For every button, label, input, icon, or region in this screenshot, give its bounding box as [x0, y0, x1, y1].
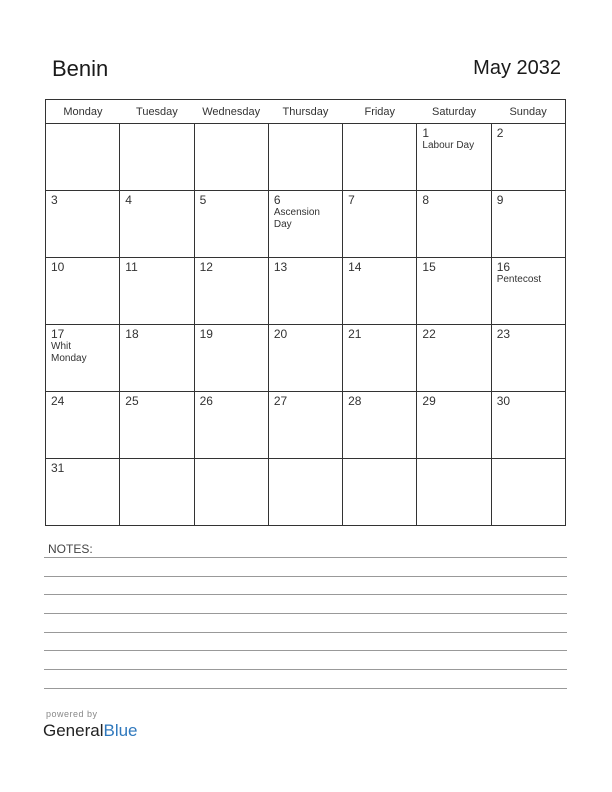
- calendar-day-cell: [120, 325, 194, 392]
- calendar-day-cell: [120, 258, 194, 325]
- day-number: 8: [422, 193, 430, 207]
- calendar-day-cell: [417, 325, 491, 392]
- calendar-day-cell: [46, 325, 120, 392]
- calendar-day-cell: [268, 258, 342, 325]
- calendar-day-cell: [194, 392, 268, 459]
- day-number: 1: [422, 126, 430, 140]
- calendar-day-cell: [120, 124, 194, 191]
- day-number: 14: [348, 260, 362, 274]
- day-number: 20: [273, 327, 288, 341]
- day-number: 25: [125, 394, 139, 408]
- weekday-friday: Friday: [343, 100, 417, 124]
- calendar-day-cell: [268, 459, 342, 526]
- holiday-label: Labour Day: [422, 140, 475, 151]
- calendar-day-cell: [343, 459, 417, 526]
- powered-by-text: powered by: [46, 709, 98, 719]
- day-number: 30: [496, 394, 511, 408]
- weekday-thursday: Thursday: [268, 100, 342, 124]
- notes-line: [44, 688, 567, 689]
- calendar-day-cell: [343, 124, 417, 191]
- calendar-month-title: May 2032: [473, 57, 561, 79]
- generalblue-logo[interactable]: [43, 721, 138, 741]
- weekday-sunday: Sunday: [491, 100, 565, 124]
- calendar-day-cell: [343, 392, 417, 459]
- day-number: 7: [348, 193, 355, 207]
- calendar-day-cell: [46, 392, 120, 459]
- day-number: 3: [51, 193, 58, 207]
- brand-blue: Blue: [103, 721, 138, 740]
- calendar-day-cell: [343, 258, 417, 325]
- weekday-tuesday: Tuesday: [120, 100, 194, 124]
- calendar-week-row: [46, 258, 566, 325]
- calendar-day-cell: [46, 258, 120, 325]
- day-number: 15: [422, 260, 436, 274]
- calendar-week-row: [46, 124, 566, 191]
- calendar-day-cell: [46, 191, 120, 258]
- calendar-day-cell: [417, 459, 491, 526]
- day-number: 24: [51, 394, 65, 408]
- calendar-day-cell: [120, 459, 194, 526]
- day-number: 13: [273, 260, 288, 274]
- calendar-week-row: [46, 392, 566, 459]
- calendar-day-cell: [491, 258, 565, 325]
- notes-line: [44, 613, 567, 614]
- day-number: 10: [51, 260, 65, 274]
- calendar-week-row: [46, 191, 566, 258]
- calendar-day-cell: [343, 191, 417, 258]
- day-number: 4: [125, 193, 132, 207]
- calendar-grid: [45, 99, 566, 526]
- day-number: 5: [199, 193, 207, 207]
- calendar-day-cell: [491, 124, 565, 191]
- day-number: 16: [496, 260, 511, 274]
- weekday-wednesday: Wednesday: [194, 100, 268, 124]
- calendar-day-cell: [343, 325, 417, 392]
- calendar-day-cell: [417, 191, 491, 258]
- day-number: 29: [422, 394, 436, 408]
- notes-line: [44, 632, 567, 633]
- day-number: 12: [199, 260, 213, 274]
- day-number: 2: [496, 126, 504, 140]
- day-number: 18: [125, 327, 139, 341]
- calendar-day-cell: [491, 325, 565, 392]
- day-number: 22: [422, 327, 436, 341]
- calendar-day-cell: [194, 459, 268, 526]
- day-number: 27: [273, 394, 288, 408]
- calendar-day-cell: [268, 191, 342, 258]
- weekday-saturday: Saturday: [417, 100, 491, 124]
- calendar-day-cell: [268, 124, 342, 191]
- notes-line: [44, 576, 567, 577]
- notes-line: [44, 669, 567, 670]
- brand-general: General: [43, 721, 104, 740]
- day-number: 11: [125, 260, 138, 274]
- holiday-label: Whit Monday: [51, 341, 87, 364]
- weekday-header-row: [46, 100, 566, 124]
- day-number: 9: [496, 193, 504, 207]
- calendar-week-row: [46, 325, 566, 392]
- calendar-day-cell: [417, 392, 491, 459]
- notes-line: [44, 594, 567, 595]
- day-number: 19: [199, 327, 213, 341]
- notes-line: [44, 557, 567, 558]
- day-number: 31: [51, 461, 65, 475]
- calendar-day-cell: [194, 325, 268, 392]
- holiday-label: Ascension Day: [273, 207, 320, 230]
- calendar-day-cell: [417, 258, 491, 325]
- notes-line: [44, 650, 567, 651]
- day-number: 26: [199, 394, 213, 408]
- day-number: 17: [51, 327, 65, 341]
- day-number: 6: [273, 193, 281, 207]
- calendar-day-cell: [417, 124, 491, 191]
- day-number: 21: [348, 327, 362, 341]
- calendar-day-cell: [194, 124, 268, 191]
- calendar-day-cell: [120, 392, 194, 459]
- calendar-day-cell: [46, 459, 120, 526]
- calendar-day-cell: [268, 392, 342, 459]
- calendar-country-title: Benin: [52, 56, 109, 81]
- holiday-label: Pentecost: [496, 274, 542, 285]
- calendar-body: [46, 124, 566, 526]
- calendar-day-cell: [268, 325, 342, 392]
- calendar-week-row: [46, 459, 566, 526]
- calendar-day-cell: [194, 258, 268, 325]
- calendar-day-cell: [491, 191, 565, 258]
- notes-label: NOTES:: [48, 542, 93, 556]
- calendar-day-cell: [491, 392, 565, 459]
- day-number: 28: [348, 394, 362, 408]
- calendar-day-cell: [46, 124, 120, 191]
- weekday-monday: Monday: [46, 100, 120, 124]
- calendar-day-cell: [194, 191, 268, 258]
- calendar-day-cell: [120, 191, 194, 258]
- calendar-day-cell: [491, 459, 565, 526]
- day-number: 23: [496, 327, 511, 341]
